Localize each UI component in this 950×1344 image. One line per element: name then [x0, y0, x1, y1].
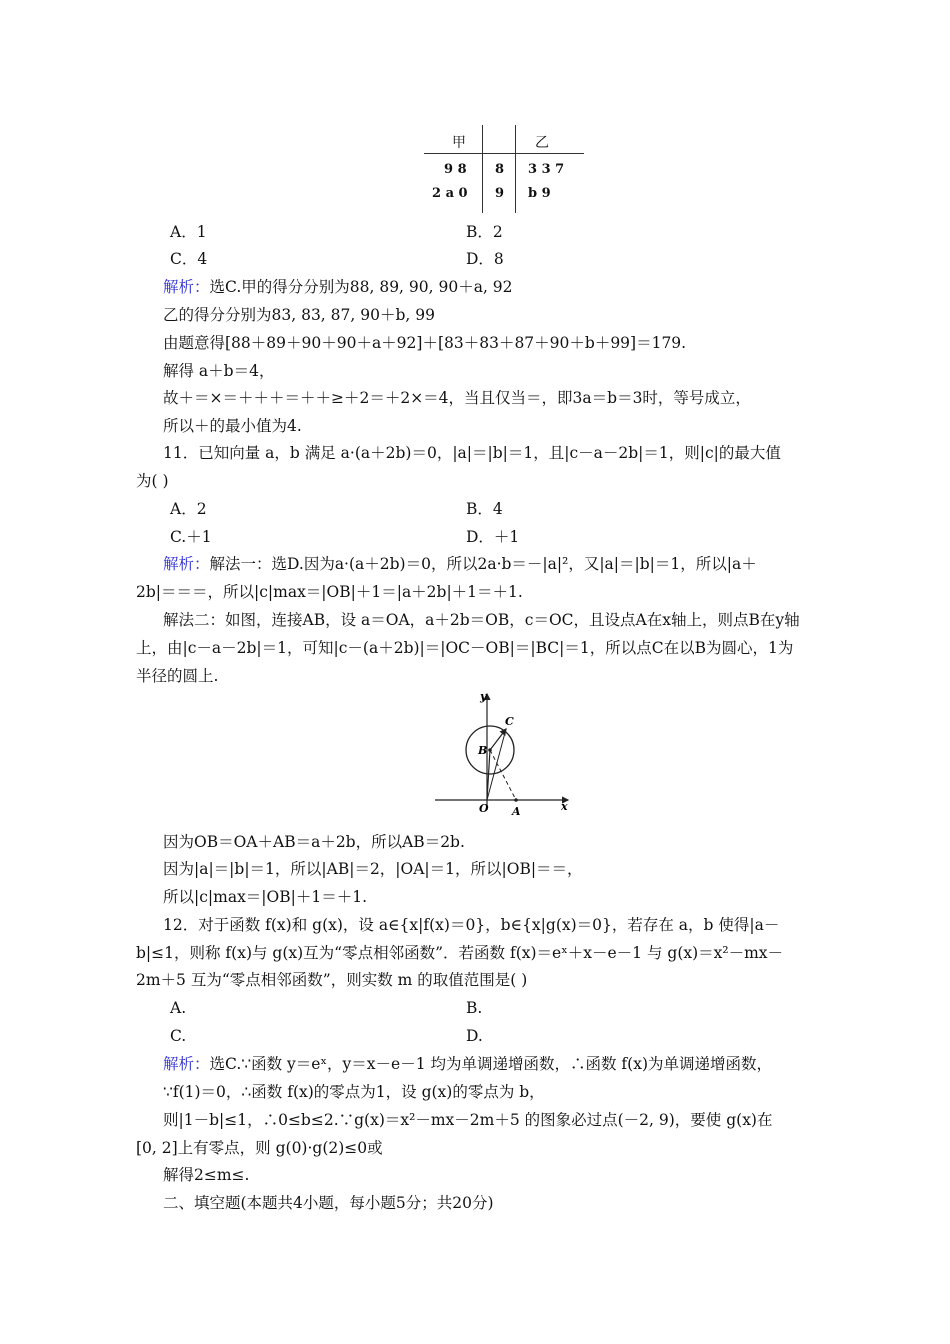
q11-sol1-text: 解法一：选D.因为a·(a＋2b)＝0，所以2a·b＝－|a|²，又|a|＝|b|＝1，所以|a＋	[209, 555, 757, 573]
q10-solution-line	[163, 277, 513, 297]
right-header: 乙	[535, 135, 549, 151]
table-divider-right	[515, 125, 516, 213]
point-c-label: C	[505, 715, 514, 728]
q12-solution-line	[163, 1054, 772, 1074]
stem-leaf-table	[420, 120, 590, 215]
q11-option-a: A．2	[170, 500, 207, 518]
segment-oc	[487, 729, 506, 800]
q10-option-c: C．4	[170, 250, 208, 268]
point-b-label: B	[478, 744, 488, 757]
row1-right: 3 3 7	[528, 162, 565, 177]
q12-line-5: 解得2≤m≤.	[163, 1166, 250, 1184]
vector-circle-figure	[430, 688, 580, 820]
solution-label: 解析：	[163, 1055, 210, 1073]
row1-stem: 8	[495, 162, 505, 177]
point-b	[488, 748, 492, 752]
q12-stem-line-2: b|≤1，则称 f(x)与 g(x)互为“零点相邻函数”．若函数 f(x)＝eˣ＋x－e－1 与 g(x)＝x²－mx－	[136, 944, 784, 962]
q11-sol2-line-1: 解法二：如图，连接AB，设 a＝OA，a＋2b＝OB，c＝OC，且设点A在x轴上，则点B在y轴	[163, 611, 800, 629]
q11-stem-line-1: 11．已知向量 a，b 满足 a·(a＋2b)＝0，|a|＝|b|＝1，且|c－a－2b|＝1，则|c|的最大值	[163, 444, 781, 462]
q10-option-b: B．2	[466, 223, 503, 241]
solution-label: 解析：	[163, 278, 210, 296]
q10-line-5: 故＋＝×＝＋＋＋＝＋＋≥＋2＝＋2×＝4，当且仅当＝，即3a＝b＝3时，等号成立，	[163, 389, 751, 407]
x-axis-label: x	[561, 800, 568, 813]
left-header: 甲	[452, 135, 466, 151]
origin-label: O	[479, 802, 489, 815]
q11-sol2-line-2: 上，由|c－a－2b|＝1，可知|c－(a＋2b)|＝|OC－OB|＝|BC|＝1，所以点C在以B为圆心，1为	[136, 639, 794, 657]
q11-option-c: C.＋1	[170, 528, 212, 546]
row2-stem: 9	[495, 186, 505, 201]
q11-after-line-1: 因为OB＝OA＋AB＝a＋2b，所以AB＝2b.	[163, 833, 465, 851]
point-a-label: A	[512, 805, 521, 818]
q11-after-line-3: 所以|c|max＝|OB|＋1＝＋1.	[163, 888, 367, 906]
q10-line-4: 解得 a＋b＝4，	[163, 362, 275, 380]
q12-stem-line-3: 2m＋5 互为“零点相邻函数”，则实数 m 的取值范围是( )	[136, 971, 528, 989]
q12-stem-line-1: 12．对于函数 f(x)和 g(x)，设 a∈{x|f(x)＝0}，b∈{x|g(x)＝0}，若存在 a，b 使得|a－	[163, 916, 780, 934]
q11-sol2-line-3: 半径的圆上.	[136, 667, 219, 685]
q11-option-d: D．＋1	[466, 528, 520, 546]
section-title: 二、填空题(本题共4小题，每小题5分；共20分)	[163, 1194, 494, 1212]
q12-line-3: 则|1－b|≤1，∴0≤b≤2.∵g(x)＝x²－mx－2m＋5 的图象必过点(－2, 9)，要使 g(x)在	[163, 1111, 773, 1129]
q12-line-2: ∵f(1)＝0，∴函数 f(x)的零点为1，设 g(x)的零点为 b，	[163, 1083, 545, 1101]
q12-option-d: D.	[466, 1027, 483, 1045]
q10-line-2: 乙的得分分别为83, 83, 87, 90＋b, 99	[163, 306, 435, 324]
point-a	[514, 798, 518, 802]
row2-right: b 9	[528, 186, 551, 201]
q10-option-a: A．1	[170, 223, 207, 241]
row2-left: 2 a 0	[432, 186, 468, 201]
q10-solution-text: 选C.甲的得分分别为88, 89, 90, 90＋a, 92	[209, 278, 513, 296]
row1-left: 9 8	[444, 162, 467, 177]
q11-sol1-line-2: 2b|＝＝＝，所以|c|max＝|OB|＋1＝|a＋2b|＋1＝＋1.	[136, 583, 523, 601]
table-divider-left	[482, 125, 483, 213]
table-header-rule	[424, 153, 584, 154]
y-axis-label: y	[480, 690, 487, 703]
solution-label: 解析：	[163, 555, 210, 573]
q10-line-3: 由题意得[88＋89＋90＋90＋a＋92]＋[83＋83＋87＋90＋b＋99]＝179.	[163, 334, 687, 352]
q12-line-4: [0, 2]上有零点，则 g(0)·g(2)≤0或	[136, 1139, 383, 1157]
q11-option-b: B．4	[466, 500, 503, 518]
q11-stem-line-2: 为( )	[136, 472, 169, 490]
q12-option-b: B.	[466, 999, 483, 1017]
q11-solution-line	[163, 554, 757, 574]
q12-option-a: A.	[170, 999, 187, 1017]
q11-after-line-2: 因为|a|＝|b|＝1，所以|AB|＝2，|OA|＝1，所以|OB|＝＝，	[163, 860, 583, 878]
q10-line-6: 所以＋的最小值为4.	[163, 417, 302, 435]
q12-option-c: C.	[170, 1027, 187, 1045]
q10-option-d: D．8	[466, 250, 504, 268]
q12-solution-text: 选C.∵函数 y＝eˣ，y＝x－e－1 均为单调递增函数，∴函数 f(x)为单调递增函数，	[209, 1055, 772, 1073]
